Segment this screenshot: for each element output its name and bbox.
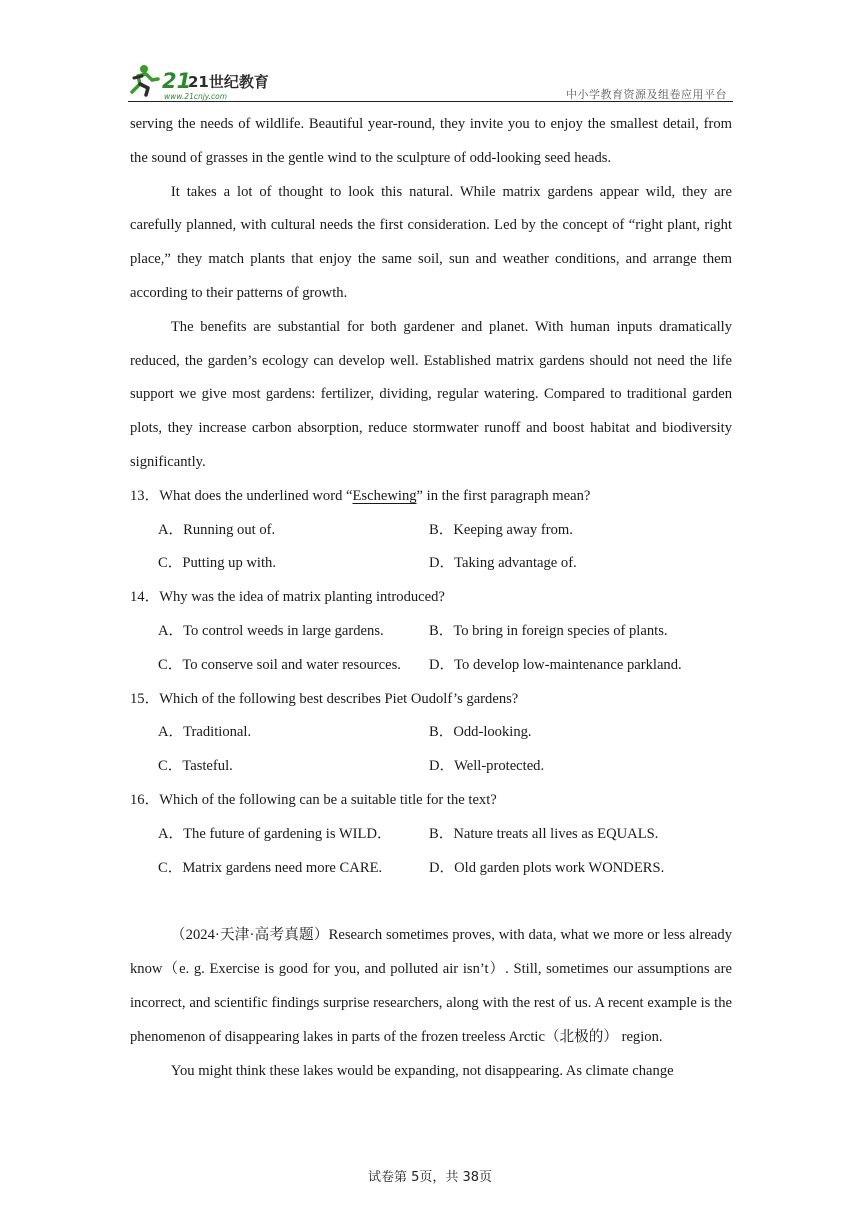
question-15: [130, 683, 732, 784]
option-b: B．Odd-looking.: [429, 724, 532, 741]
option-a: A．Running out of.: [158, 521, 276, 538]
passage1-paragraph-1: serving the needs of wildlife. Beautiful year-round, they invite you to enjoy the smallest detail, from the sound of grasses in the gentle wind to the sculpture of odd-looking seed heads.: [130, 116, 732, 166]
question-options: [130, 514, 732, 582]
question-14: [130, 581, 732, 682]
option-c: C．Putting up with.: [158, 555, 276, 572]
option-d: D．Taking advantage of.: [429, 555, 577, 572]
logo-21cnjy: [128, 62, 278, 102]
option-b: B．Keeping away from.: [429, 521, 573, 538]
option-d: D．To develop low-maintenance parkland.: [429, 656, 682, 673]
option-a: A．The future of gardening is WILD．: [158, 825, 392, 842]
svg-text:21: 21: [162, 69, 192, 93]
question-stem: 13．What does the underlined word “Eschewing” in the first paragraph mean?: [130, 487, 591, 504]
question-stem: 16．Which of the following can be a suitable title for the text?: [130, 791, 497, 808]
option-c: C．Matrix gardens need more CARE.: [158, 859, 383, 876]
option-d: D．Old garden plots work WONDERS.: [429, 859, 665, 876]
svg-text:www.21cnjy.com: www.21cnjy.com: [164, 92, 228, 101]
page-header: [128, 60, 733, 102]
question-options: [130, 818, 732, 886]
underlined-word: Eschewing: [352, 487, 417, 504]
section-spacer: [130, 885, 732, 919]
header-divider: [128, 101, 733, 102]
passage2-paragraph-2: You might think these lakes would be expanding, not disappearing. As climate change: [170, 1062, 674, 1079]
question-16: [130, 784, 732, 885]
option-a: A．Traditional.: [158, 724, 252, 741]
passage1-paragraph-3: The benefits are substantial for both gardener and planet. With human inputs dramatically reduced, the garden’s ecology can develop well. Established matrix gardens should not need the life support we give most gardens: fertilizer, dividing, regular watering. Compared to traditional garden plots, they increase carbon absorption, reduce stormwater runoff and boost habitat and biodiversity significantly.: [130, 318, 732, 470]
question-stem: 14．Why was the idea of matrix planting introduced?: [130, 589, 445, 606]
platform-name: 中小学教育资源及组卷应用平台: [566, 88, 727, 101]
question-13: [130, 480, 732, 581]
question-options: [130, 615, 732, 683]
option-a: A．To control weeds in large gardens.: [158, 622, 384, 639]
question-stem: 15．Which of the following best describes Piet Oudolf’s gardens?: [130, 690, 519, 707]
passage1-paragraph-2: It takes a lot of thought to look this natural. While matrix gardens appear wild, they are carefully planned, with cultural needs the first consideration. Led by the concept of “right plant, right place,” they match plants that enjoy the same soil, sun and weather conditions, and arrange them according to their patterns of growth.: [130, 183, 732, 301]
page-number-footer: 试卷第 5页，共 38页: [367, 1170, 493, 1185]
question-options: [130, 716, 732, 784]
option-c: C．Tasteful.: [158, 758, 233, 775]
svg-text:21世纪教育: 21世纪教育: [188, 73, 269, 91]
option-b: B．Nature treats all lives as EQUALS.: [429, 825, 659, 842]
passage2-paragraph-1: （2024·天津·高考真题）Research sometimes proves, with data, what we more or less already know（e. g. Exercise is good for you, and polluted air isn’t）. Still, sometimes our assumptions are incorrect, and scientific findings surprise researchers, along with the rest of us. A recent example is the phenomenon of disappearing lakes in parts of the frozen treeless Arctic（北极的） region.: [130, 927, 732, 1045]
option-d: D．Well-protected.: [429, 758, 545, 775]
option-c: C．To conserve soil and water resources.: [158, 656, 401, 673]
content-area: [130, 108, 732, 1088]
option-b: B．To bring in foreign species of plants.: [429, 622, 668, 639]
